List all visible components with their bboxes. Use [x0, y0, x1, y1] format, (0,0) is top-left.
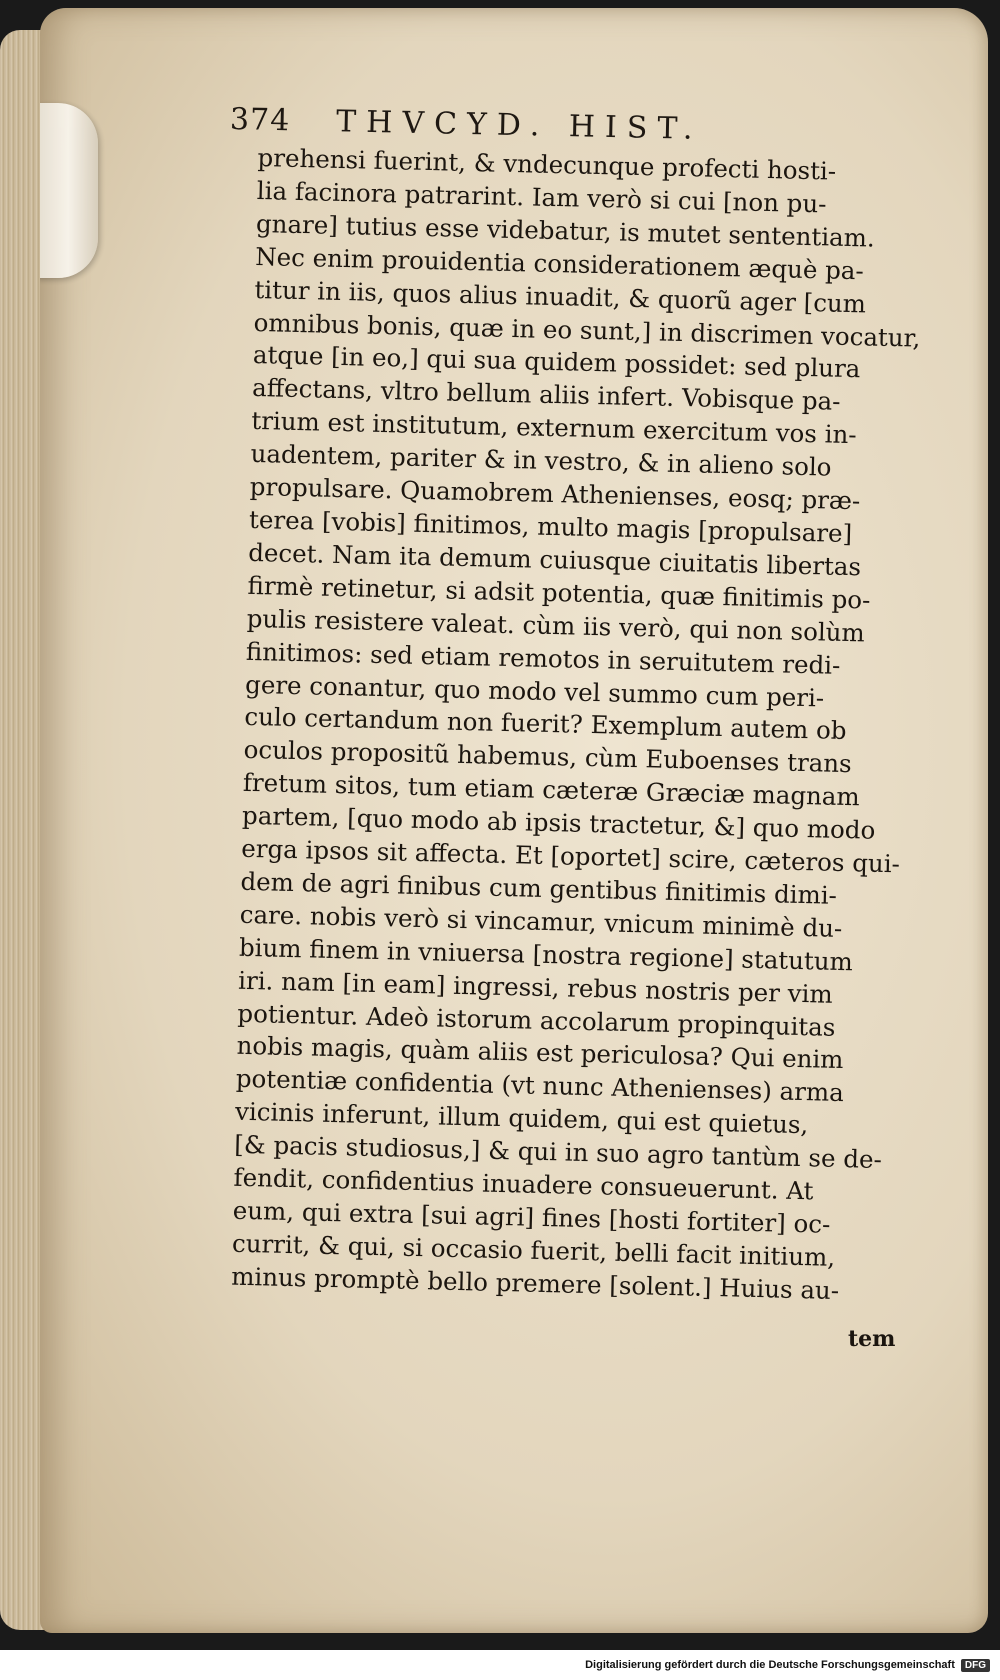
text-line: care. nobis verò si vincamur, vnicum minimè du- — [239, 899, 843, 943]
text-line: terea [vobis] finitimos, multo magis [propulsare] — [248, 504, 853, 549]
text-line: vicinis inferunt, illum quidem, qui est quietus, — [234, 1097, 809, 1140]
text-line: gere conantur, quo modo vel summo cum peri- — [244, 669, 825, 712]
text-line: fretum sitos, tum etiam cæteræ Græciæ magnam — [242, 768, 861, 812]
text-line: erga ipsos sit affecta. Et [oportet] scire, cæteros qui- — [241, 833, 901, 879]
text-line: prehensi fuerint, & vndecunque profecti hosti- — [257, 142, 837, 186]
text-line: titur in iis, quos alius inuadit, & quorũ ager [cum — [254, 274, 867, 318]
text-line: atque [in eo,] qui sua quidem possidet: sed plura — [252, 340, 861, 384]
text-line: nobis magis, quàm aliis est periculosa? Qui enim — [236, 1031, 844, 1075]
body-text — [230, 142, 921, 1308]
text-line: lia facinora patrarint. Iam verò si cui [non pu- — [256, 175, 827, 219]
text-line: potientur. Adeò istorum accolarum propinquitas — [237, 998, 836, 1042]
text-line: fendit, confidentius inuadere consueuerunt. At — [233, 1162, 814, 1206]
text-line: oculos propositũ habemus, cùm Euboenses trans — [243, 735, 853, 779]
text-line: trium est institutum, externum exercitum vos in- — [251, 406, 857, 450]
thumb-tab — [40, 103, 98, 278]
text-line: eum, qui extra [sui agri] fines [hosti fortiter] oc- — [232, 1195, 831, 1239]
text-line: culo certandum non fuerit? Exemplum autem ob — [244, 702, 847, 746]
dfg-logo: DFG — [961, 1659, 990, 1672]
text-line: affectans, vltro bellum aliis infert. Vobisque pa- — [251, 373, 841, 417]
text-line: decet. Nam ita demum cuiusque ciuitatis libertas — [247, 537, 862, 582]
text-line: currit, & qui, si occasio fuerit, belli facit initium, — [231, 1228, 836, 1272]
running-title: THVCYD. HIST. — [335, 104, 703, 147]
footer-credit: Digitalisierung gefördert durch die Deutsche Forschungsgemeinschaft — [585, 1659, 955, 1671]
text-line: propulsare. Quamobrem Athenienses, eosq; præ- — [249, 471, 861, 516]
text-line: gnare] tutius esse videbatur, is mutet sententiam. — [255, 208, 876, 253]
text-line: finitimos: sed etiam remotos in seruitutem redi- — [245, 636, 841, 680]
text-line: firmè retinetur, si adsit potentia, quæ finitimis po- — [247, 570, 871, 615]
text-line: minus promptè bello premere [solent.] Huius au- — [230, 1261, 840, 1305]
text-line: iri. nam [in eam] ingressi, rebus nostris per vim — [237, 965, 833, 1009]
text-line: [& pacis studiosus,] & qui in suo agro tantùm se de- — [234, 1129, 883, 1175]
text-line: omnibus bonis, quæ in eo sunt,] in discrimen vocatur, — [253, 307, 921, 353]
footer-bar — [0, 1650, 1000, 1680]
text-line: partem, [quo modo ab ipsis tractetur, &] quo modo — [241, 800, 876, 845]
text-line: dem de agri finibus cum gentibus finitimis dimi- — [240, 866, 838, 910]
text-line: pulis resistere valeat. cùm iis verò, qui non solùm — [246, 603, 866, 648]
text-line: uadentem, pariter & in vestro, & in alieno solo — [250, 439, 832, 482]
catchword: tem — [848, 1326, 896, 1352]
text-line: potentiæ confidentia (vt nunc Athenienses) arma — [235, 1064, 845, 1108]
text-line: bium finem in vniuersa [nostra regione] statutum — [238, 932, 854, 976]
page-number: 374 — [229, 102, 291, 139]
text-line: Nec enim prouidentia considerationem æquè pa- — [254, 241, 865, 286]
